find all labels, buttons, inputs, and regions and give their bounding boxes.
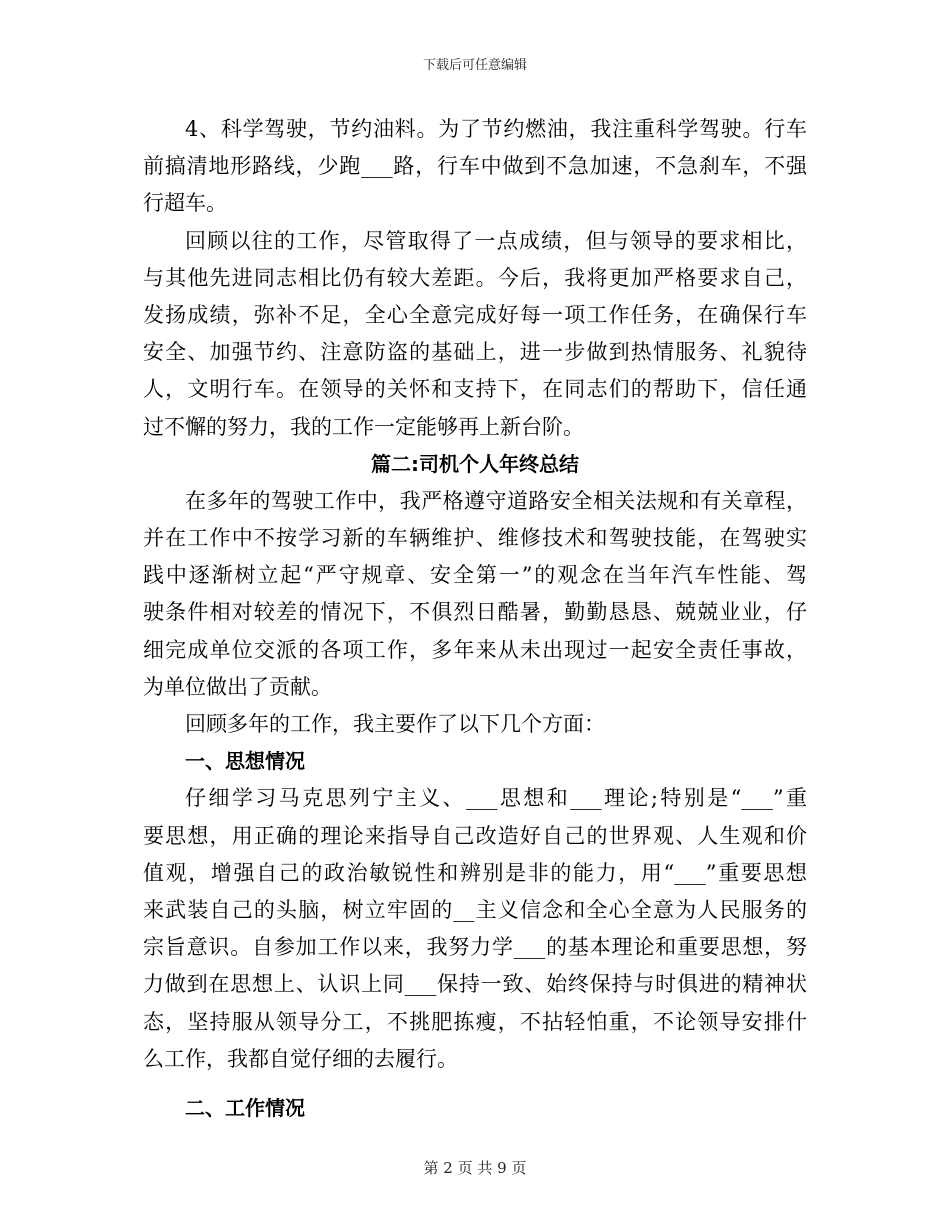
paragraph-review [143, 223, 807, 446]
text-line: 宗旨意识。自参加工作以来，我努力学___的基本理论和重要思想，努 [143, 935, 807, 960]
section-title: 篇二:司机个人年终总结 [371, 451, 579, 476]
document-body [143, 111, 807, 1127]
text-line: 来武装自己的头脑，树立牢固的__主义信念和全心全意为人民服务的 [143, 897, 807, 922]
text-line: 值观，增强自己的政治敏锐性和辨别是非的能力，用“___”重要思想 [143, 860, 807, 885]
text-line: 并在工作中不按学习新的车辆维护、维修技术和驾驶技能，在驾驶实 [143, 526, 807, 551]
text-line: 态，坚持服从领导分工，不挑肥拣瘦，不拈轻怕重，不论领导安排什 [143, 1009, 807, 1034]
text-line: 4、科学驾驶，节约油料。为了节约燃油，我注重科学驾驶。行车 [185, 117, 807, 141]
text-line: 细完成单位交派的各项工作，多年来从未出现过一起安全责任事故， [143, 637, 807, 662]
text-line: 回顾以往的工作，尽管取得了一点成绩，但与领导的要求相比， [185, 228, 807, 253]
text-line: 力做到在思想上、认识上同___保持一致、始终保持与时俱进的精神状 [143, 972, 807, 997]
text-line: 仔细学习马克思列宁主义、___思想和___理论;特别是“___”重 [185, 786, 807, 811]
text-line: 行超车。 [143, 191, 227, 216]
paragraph-driving-work [143, 483, 807, 706]
page-footer: 第 2 页 共 9 页 [423, 1159, 527, 1177]
text-line: 在多年的驾驶工作中，我严格遵守道路安全相关法规和有关章程， [185, 488, 807, 513]
paragraph-fuel-saving [143, 111, 807, 223]
text-line: 与其他先进同志相比仍有较大差距。今后，我将更加严格要求自己， [143, 265, 807, 290]
paragraph-thought [143, 780, 807, 1078]
text-line: 么工作，我都自觉仔细的去履行。 [143, 1046, 458, 1071]
text-line: 为单位做出了贡献。 [143, 674, 332, 699]
subheading-thought: 一、思想情况 [185, 749, 305, 774]
paragraph-intro [143, 706, 807, 743]
text-line: 发扬成绩，弥补不足，全心全意完成好每一项工作任务，在确保行车 [143, 302, 807, 327]
text-line: 人，文明行车。在领导的关怀和支持下，在同志们的帮助下，信任通 [143, 377, 807, 402]
text-line: 回顾多年的工作，我主要作了以下几个方面： [185, 712, 605, 736]
subheading-work: 二、工作情况 [185, 1095, 305, 1120]
text-line: 践中逐渐树立起“严守规章、安全第一”的观念在当年汽车性能、驾 [143, 563, 807, 588]
page-header: 下载后可任意编辑 [422, 58, 527, 73]
text-line: 过不懈的努力，我的工作一定能够再上新台阶。 [143, 414, 584, 439]
text-line: 安全、加强节约、注意防盗的基础上，进一步做到热情服务、礼貌待 [143, 340, 807, 365]
text-line: 前搞清地形路线，少跑___路，行车中做到不急加速，不急刹车，不强 [143, 154, 807, 179]
text-line: 驶条件相对较差的情况下，不俱烈日酷暑，勤勤恳恳、兢兢业业，仔 [143, 600, 807, 625]
text-line: 要思想，用正确的理论来指导自己改造好自己的世界观、人生观和价 [143, 823, 807, 848]
